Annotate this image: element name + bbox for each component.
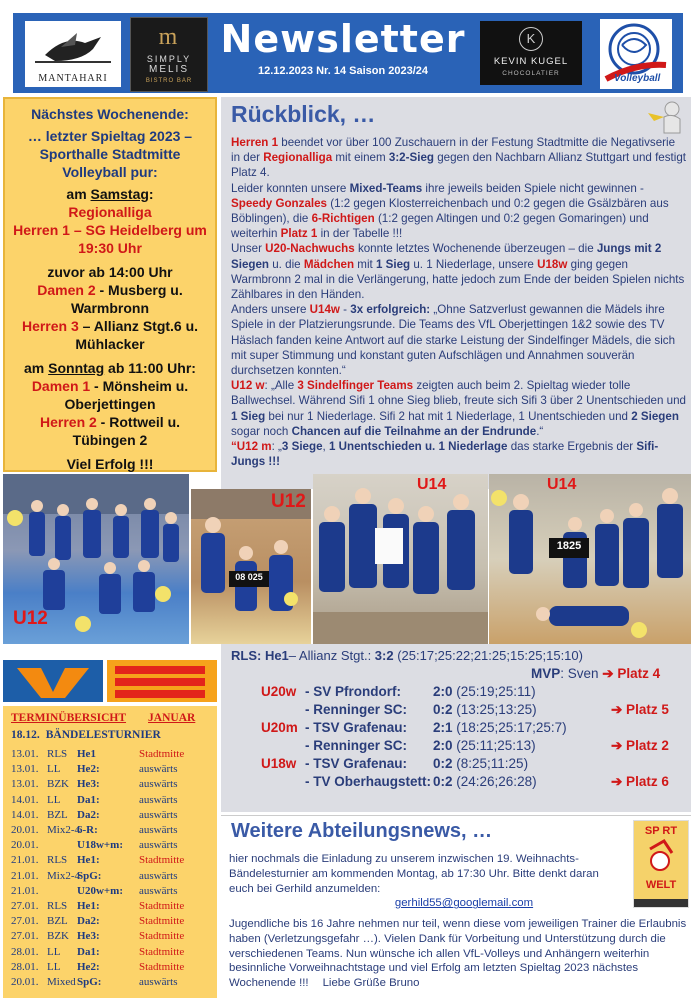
damen1-line-2: Oberjettingen bbox=[64, 396, 156, 412]
text-segment: U12 w bbox=[231, 379, 265, 393]
result-opponent: - SV Pfrondorf: bbox=[305, 684, 401, 699]
result-opponent: - TSV Grafenau: bbox=[305, 720, 408, 735]
result-team: U18w bbox=[261, 756, 297, 771]
kevin-kugel-logo bbox=[480, 21, 582, 85]
appointment-row bbox=[11, 870, 199, 882]
news-youth-text: Jugendliche bis 16 Jahre nehmen nur teil, wenn diese vom jeweiligen Trainer die Erlaubnis haben (Verletzungsgefahr …). Vielen Dank für Vorbeitung und Unterstützung durch die verschiedenen Teams. Nun wünsche ich allen VfL-Volleys und Anhängern weiterhin besinnliche Vorweihnachtstage und viel Erfolg am letzten Spieltag 2023 nächstes Wochenende !!! bbox=[229, 918, 687, 990]
appointment-place: auswärts bbox=[139, 808, 178, 821]
appointment-date: 20.01. bbox=[11, 839, 39, 852]
appointment-team: Da2: bbox=[77, 915, 100, 928]
appointment-team: SpG: bbox=[77, 976, 102, 988]
result-sets: (25:19;25:11) bbox=[452, 684, 536, 699]
photo-label-u14-a: U14 bbox=[417, 476, 447, 493]
news-invitation: hier nochmals die Einladung zu unserem inzwischen 19. Weihnachts-Bändelesturnier am kommenden Montag, ab 17:30 Uhr. Bitte denkt daran euch bei Gerhild anzumelden: bbox=[229, 853, 599, 895]
appointment-team: He1 bbox=[77, 748, 96, 760]
text-segment: (1:2 gegen Klosterreichenbach und 0:2 gegen die Gsälzbären aus Böblingen), die bbox=[231, 196, 669, 226]
appointment-team: He2: bbox=[77, 763, 100, 776]
mvp-label: MVP bbox=[531, 666, 561, 681]
appointment-date: 28.01. bbox=[11, 960, 39, 973]
appointment-date: 21.01. bbox=[11, 884, 39, 897]
vfl-volleyball-logo bbox=[600, 19, 672, 89]
text-segment: : „Alle bbox=[264, 379, 298, 393]
appointment-place: Stadtmitte bbox=[139, 854, 185, 867]
result-row bbox=[261, 774, 537, 789]
sat-prefix: am bbox=[66, 186, 87, 202]
text-segment: u. 1 Niederlage, unsere bbox=[410, 257, 538, 271]
rls-score: 3:2 bbox=[374, 648, 394, 663]
appointments-box bbox=[3, 706, 217, 998]
text-segment: mit bbox=[354, 257, 376, 271]
herren2-line-2: Tübingen 2 bbox=[72, 432, 148, 448]
appointment-row bbox=[11, 900, 199, 912]
text-segment: bei nur 1 Niederlage. Sifi 2 hat mit 1 Niederlage, 1 Unentschieden und bbox=[265, 409, 632, 423]
damen2-line-1 bbox=[5, 281, 215, 299]
result-sets: (13:25;13:25) bbox=[452, 702, 537, 717]
appointment-row bbox=[11, 748, 199, 760]
appointment-place: Stadtmitte bbox=[139, 945, 185, 958]
result-opponent: - Renninger SC: bbox=[305, 702, 408, 717]
appointment-place: Stadtmitte bbox=[139, 960, 185, 973]
text-segment: sogar noch bbox=[231, 424, 292, 438]
sportwelt-logo bbox=[633, 820, 689, 908]
appointment-place: auswärts bbox=[139, 869, 178, 882]
result-score: 2:0 bbox=[433, 684, 453, 699]
appointment-date: 28.01. bbox=[11, 945, 39, 958]
special-name: BÄNDELESTURNIER bbox=[45, 729, 161, 741]
good-luck-line: Viel Erfolg !!! bbox=[66, 456, 154, 472]
herren1-line-2: 19:30 Uhr bbox=[78, 240, 142, 256]
text-segment: ihre jeweils beiden Spiele nicht gewinnen - bbox=[422, 181, 644, 195]
damen1-team: Damen 1 bbox=[31, 378, 91, 394]
newsletter-header bbox=[13, 13, 683, 93]
appointment-league: BZL bbox=[47, 808, 68, 821]
rueck-paragraph-2 bbox=[231, 181, 686, 242]
weekend-intro-3: Volleyball pur: bbox=[62, 164, 158, 180]
result-place: ➔ Platz 6 bbox=[611, 774, 669, 789]
appointment-row bbox=[11, 930, 199, 942]
sat-colon: : bbox=[148, 186, 154, 202]
sunday-line bbox=[5, 359, 215, 377]
text-segment: U14w bbox=[309, 303, 340, 317]
text-segment: 6-Richtigen bbox=[311, 212, 375, 226]
sportwelt-text-1: SP RT bbox=[644, 825, 678, 837]
appointment-row bbox=[11, 763, 199, 775]
photo-u12-girls bbox=[3, 474, 189, 644]
photo-label-u12-b: U12 bbox=[271, 491, 306, 512]
text-segment: 3 Sindelfinger Teams bbox=[297, 379, 414, 393]
text-segment: Jungs mit 2 Siegen bbox=[231, 242, 662, 271]
rls-sets: (25:17;25:22;21:25;15:25;15:10) bbox=[393, 648, 583, 663]
appointment-row bbox=[11, 885, 199, 897]
league-name: Regionalliga bbox=[68, 204, 152, 220]
result-row bbox=[261, 720, 567, 735]
kugel-text-1: KEVIN KUGEL bbox=[493, 56, 569, 67]
appointment-team: Da1: bbox=[77, 793, 100, 806]
text-segment: U18w bbox=[537, 257, 568, 271]
photo-u12-boys bbox=[191, 489, 311, 644]
department-news-section bbox=[221, 815, 691, 998]
appointment-place: Stadtmitte bbox=[139, 930, 185, 943]
appointment-row bbox=[11, 961, 199, 973]
text-segment: zeigten auch beim 2. Spieltag wieder tolle Ballwechsel. Während Sifi 1 ohne Sieg blieb, freute sich Sifi 3 über 2 Unentschieden und bbox=[231, 379, 687, 408]
result-row bbox=[261, 684, 536, 699]
bank-logo-icon bbox=[3, 660, 217, 702]
text-segment: Regionalliga bbox=[263, 151, 333, 165]
result-sets: (8:25;11:25) bbox=[452, 756, 529, 771]
scoreboard-1: 08 025 bbox=[235, 572, 263, 582]
photo-u14-boys bbox=[313, 474, 488, 644]
text-segment: 1 Unentschieden u. 1 Niederlage bbox=[328, 440, 508, 454]
text-segment: ging gegen Warmbronn 2 mal in die Verlängerung, hatte jedoch zum Ende der beiden Spielen nichts Zählbares in den Händen. bbox=[231, 257, 685, 302]
herren3-team: Herren 3 bbox=[21, 318, 79, 334]
result-place: ➔ Platz 2 bbox=[611, 738, 669, 753]
appointment-team: SpG: bbox=[77, 869, 102, 882]
news-paragraph-2 bbox=[229, 917, 689, 991]
result-row bbox=[261, 756, 528, 771]
appointment-team: Da1: bbox=[77, 945, 100, 958]
photo-label-u14-b: U14 bbox=[547, 476, 577, 493]
appointment-place: Stadtmitte bbox=[139, 748, 185, 760]
result-opponent: - Renninger SC: bbox=[305, 738, 408, 753]
result-score: 0:2 bbox=[433, 774, 453, 789]
text-segment: Anders unsere bbox=[231, 303, 310, 317]
appointment-row bbox=[11, 809, 199, 821]
result-opponent: - TSV Grafenau: bbox=[305, 756, 408, 771]
contact-email-link[interactable]: gerhild55@googlemail.com bbox=[394, 897, 534, 910]
herren2-line-1 bbox=[5, 413, 215, 431]
department-news-title: Weitere Abteilungsnews, … bbox=[231, 820, 493, 842]
result-sets: (18:25;25:17;25:7) bbox=[452, 720, 567, 735]
appointment-row bbox=[11, 778, 199, 790]
melis-text-3: BISTRO BAR bbox=[145, 78, 193, 84]
herren1-line-1: Herren 1 – SG Heidelberg um bbox=[13, 222, 207, 238]
text-segment: 3 Siege bbox=[281, 440, 323, 454]
appointment-team: Da2: bbox=[77, 808, 100, 821]
text-segment: konnte letztes Wochenende überzeugen – die bbox=[354, 242, 597, 256]
appointment-league: BZK bbox=[47, 778, 69, 791]
text-segment: „Ohne Satzverlust gewannen die Mädels ihre Spiele in der Platzierungsrunde. Die Teams des VfL Oberjettingen 1&2 sowie des TV Häslach fanden keine Antwort auf die starke Leistung der Sindelfinger Mädels, die sich mit super Stimmung und konstant guten Aufschlägen und Annahmen souverän durchsetzen konnten.“ bbox=[231, 303, 676, 378]
appointment-place: auswärts bbox=[139, 824, 178, 836]
appointment-row bbox=[11, 794, 199, 806]
rueck-paragraph-1 bbox=[231, 135, 686, 181]
appointment-place: auswärts bbox=[139, 884, 178, 897]
text-segment: gegen den Nachbarn Allianz Stuttgart und festigt Platz 4. bbox=[231, 151, 686, 180]
news-signoff: Liebe Grüße Bruno bbox=[322, 977, 420, 990]
department-news-body bbox=[229, 852, 621, 911]
text-segment: u. die bbox=[269, 257, 304, 271]
newsletter-issue: 12.12.2023 Nr. 14 Saison 2023/24 bbox=[257, 65, 429, 77]
appointment-date: 21.01. bbox=[11, 869, 39, 882]
sun-day: Sonntag bbox=[48, 360, 105, 376]
sun-prefix: am bbox=[24, 360, 49, 376]
result-row bbox=[261, 702, 537, 717]
appointment-team: He2: bbox=[77, 960, 100, 973]
text-segment: .“ bbox=[536, 424, 544, 438]
rueck-paragraph-4 bbox=[231, 302, 686, 378]
appointment-team: He3: bbox=[77, 930, 100, 943]
appointment-league: BZL bbox=[47, 915, 68, 928]
rueckblick-section bbox=[221, 97, 691, 489]
appointment-place: Stadtmitte bbox=[139, 900, 185, 912]
appointments-title-b: JANUAR bbox=[148, 712, 196, 724]
result-score: 0:2 bbox=[433, 756, 453, 771]
rls-opponent: – Allianz Stgt.: bbox=[288, 648, 375, 663]
mvp-line bbox=[531, 666, 660, 682]
appointments-title bbox=[11, 712, 195, 724]
appointment-date: 27.01. bbox=[11, 930, 39, 943]
zuvor-line: zuvor ab 14:00 Uhr bbox=[47, 264, 173, 280]
appointment-place: auswärts bbox=[139, 839, 178, 852]
text-segment: “U12 m bbox=[231, 440, 272, 454]
melis-text-2: MELIS bbox=[148, 64, 189, 75]
newsletter-title: Newsletter bbox=[220, 17, 466, 61]
melis-text-1: SIMPLY bbox=[146, 54, 192, 64]
appointment-date: 20.01. bbox=[11, 976, 39, 988]
photo-label-u12-a: U12 bbox=[13, 608, 48, 629]
herren3-line-1 bbox=[5, 317, 215, 335]
text-segment: Unser bbox=[231, 242, 266, 256]
bank-sponsor-strip bbox=[3, 660, 217, 702]
next-weekend-box bbox=[3, 97, 217, 472]
appointment-league: Mix2-4 bbox=[47, 824, 80, 836]
appointment-place: Stadtmitte bbox=[139, 915, 185, 928]
sun-rest: ab 11:00 Uhr: bbox=[104, 360, 196, 376]
appointment-league: RLS bbox=[47, 900, 68, 912]
appointment-date: 27.01. bbox=[11, 915, 39, 928]
appointments-title-a: TERMINÜBERSICHT bbox=[11, 712, 127, 724]
appointment-place: auswärts bbox=[139, 976, 178, 988]
appointment-place: auswärts bbox=[139, 778, 178, 791]
appointment-date: 13.01. bbox=[11, 748, 39, 760]
damen2-line-2: Warmbronn bbox=[70, 300, 150, 316]
rueckblick-body bbox=[231, 135, 686, 469]
saturday-line bbox=[5, 185, 215, 203]
appointment-team: He3: bbox=[77, 778, 100, 791]
result-sets: (24:26;26:28) bbox=[452, 774, 537, 789]
appointment-league: Mixed bbox=[47, 976, 76, 988]
text-segment: Platz 1 bbox=[280, 227, 318, 241]
damen2-opp: - Musberg u. bbox=[95, 282, 183, 298]
text-segment: Mixed-Teams bbox=[349, 181, 423, 195]
club-volleyball-label: Volleyball bbox=[614, 73, 661, 84]
appointment-team: U20w+m: bbox=[77, 884, 123, 897]
appointment-league: RLS bbox=[47, 854, 68, 867]
appointment-row bbox=[11, 824, 199, 836]
text-segment: 3x erfolgreich: bbox=[350, 303, 431, 317]
damen2-team: Damen 2 bbox=[37, 282, 96, 298]
herren3-line-2: Mühlacker bbox=[75, 336, 145, 352]
appointment-league: LL bbox=[47, 945, 61, 958]
result-team: U20w bbox=[261, 684, 297, 699]
special-event bbox=[11, 729, 161, 741]
text-segment: : „ bbox=[271, 440, 282, 454]
result-sets: (25:11;25:13) bbox=[452, 738, 536, 753]
team-photo-illustration bbox=[313, 474, 488, 644]
kugel-text-2: CHOCOLATIER bbox=[502, 70, 560, 77]
result-score: 2:1 bbox=[433, 720, 453, 735]
mvp-name: : Sven bbox=[560, 666, 603, 681]
rueck-paragraph-6 bbox=[231, 439, 686, 469]
special-date: 18.12. bbox=[11, 729, 40, 741]
weekend-intro-2: Sporthalle Stadtmitte bbox=[39, 146, 181, 162]
appointment-team: U18w+m: bbox=[77, 839, 123, 852]
text-segment: Leider konnten unsere bbox=[231, 181, 350, 195]
rueckblick-title: Rückblick, … bbox=[231, 101, 376, 127]
text-segment: , bbox=[322, 440, 329, 454]
team-photo-illustration bbox=[489, 474, 691, 644]
sportwelt-text-2: WELT bbox=[645, 879, 677, 891]
herren3-opp: – Allianz Stgt.6 u. bbox=[78, 318, 199, 334]
result-place: ➔ Platz 5 bbox=[611, 702, 669, 717]
rueck-paragraph-5 bbox=[231, 378, 686, 439]
result-team: U20m bbox=[261, 720, 298, 735]
text-segment: 2 Siegen bbox=[631, 409, 679, 423]
appointment-date: 13.01. bbox=[11, 763, 39, 776]
appointment-league: RLS bbox=[47, 748, 68, 760]
text-segment: Herren 1 bbox=[231, 136, 279, 149]
appointment-row bbox=[11, 854, 199, 866]
appointment-league: LL bbox=[47, 960, 61, 973]
result-score: 2:0 bbox=[433, 738, 453, 753]
mantahari-logo bbox=[25, 21, 121, 87]
appointment-league: BZK bbox=[47, 930, 69, 943]
appointment-place: auswärts bbox=[139, 793, 178, 806]
result-row bbox=[261, 738, 536, 753]
kugel-k-icon: K bbox=[519, 27, 543, 51]
damen1-opp: - Mönsheim u. bbox=[90, 378, 189, 394]
appointment-league: Mix2-4 bbox=[47, 869, 80, 882]
damen1-line-1 bbox=[5, 377, 215, 395]
text-segment: 1 Sieg bbox=[375, 257, 411, 271]
mantahari-text: MANTAHARI bbox=[38, 73, 108, 84]
appointment-row bbox=[11, 915, 199, 927]
rueck-paragraph-3 bbox=[231, 241, 686, 302]
rls-label: RLS: He1 bbox=[231, 648, 289, 663]
text-segment: 1 Sieg bbox=[231, 409, 266, 423]
appointment-team: 6-R: bbox=[77, 824, 98, 836]
mvp-place: ➔ Platz 4 bbox=[602, 666, 661, 681]
weekend-heading: Nächstes Wochenende: bbox=[31, 106, 189, 122]
text-segment: - bbox=[339, 303, 351, 317]
herren2-team: Herren 2 bbox=[39, 414, 97, 430]
results-section bbox=[221, 644, 691, 812]
text-segment: (1:2 gegen Altingen und 0:2 gegen Gomaringen) und weiterhin bbox=[231, 212, 649, 241]
appointment-row bbox=[11, 839, 199, 851]
simply-melis-logo bbox=[130, 17, 208, 92]
text-segment: U20-Nachwuchs bbox=[265, 242, 355, 256]
appointment-date: 14.01. bbox=[11, 793, 39, 806]
result-opponent: - TV Oberhaugstett: bbox=[305, 774, 432, 789]
text-segment: das starke Ergebnis der bbox=[507, 440, 637, 454]
trumpet-figure-icon bbox=[646, 99, 688, 135]
text-segment: Chancen auf die Teilnahme an der Endrunde bbox=[291, 424, 537, 438]
appointment-date: 20.01. bbox=[11, 824, 39, 836]
weekend-intro-1: … letzter Spieltag 2023 – bbox=[27, 128, 193, 144]
appointment-row bbox=[11, 976, 199, 988]
sat-day: Samstag bbox=[90, 186, 149, 202]
appointment-date: 21.01. bbox=[11, 854, 39, 867]
scoreboard-2: 1825 bbox=[556, 540, 582, 552]
appointment-date: 14.01. bbox=[11, 808, 39, 821]
melis-monogram-icon: m bbox=[158, 24, 178, 50]
photo-u14-girls bbox=[489, 474, 691, 644]
appointment-date: 27.01. bbox=[11, 900, 39, 912]
appointment-team: He1: bbox=[77, 900, 100, 912]
text-segment: mit einem bbox=[332, 151, 389, 165]
text-segment: beendet vor über 100 Zuschauern in der Festung Stadtmitte die Negativserie in der bbox=[231, 136, 676, 165]
appointment-league: LL bbox=[47, 793, 61, 806]
appointment-team: He1: bbox=[77, 854, 100, 867]
text-segment: Sifi-Jungs !!! bbox=[231, 440, 659, 469]
result-score: 0:2 bbox=[433, 702, 453, 717]
appointment-row bbox=[11, 946, 199, 958]
rls-result-line bbox=[231, 648, 583, 663]
appointment-date: 13.01. bbox=[11, 778, 39, 791]
text-segment: Mädchen bbox=[303, 257, 355, 271]
text-segment: Speedy Gonzales bbox=[231, 196, 328, 210]
text-segment: in der Tabelle !!! bbox=[317, 227, 403, 241]
herren2-opp: - Rottweil u. bbox=[96, 414, 181, 430]
appointment-league: LL bbox=[47, 763, 61, 776]
appointment-place: auswärts bbox=[139, 763, 178, 776]
text-segment: 3:2-Sieg bbox=[388, 151, 434, 165]
